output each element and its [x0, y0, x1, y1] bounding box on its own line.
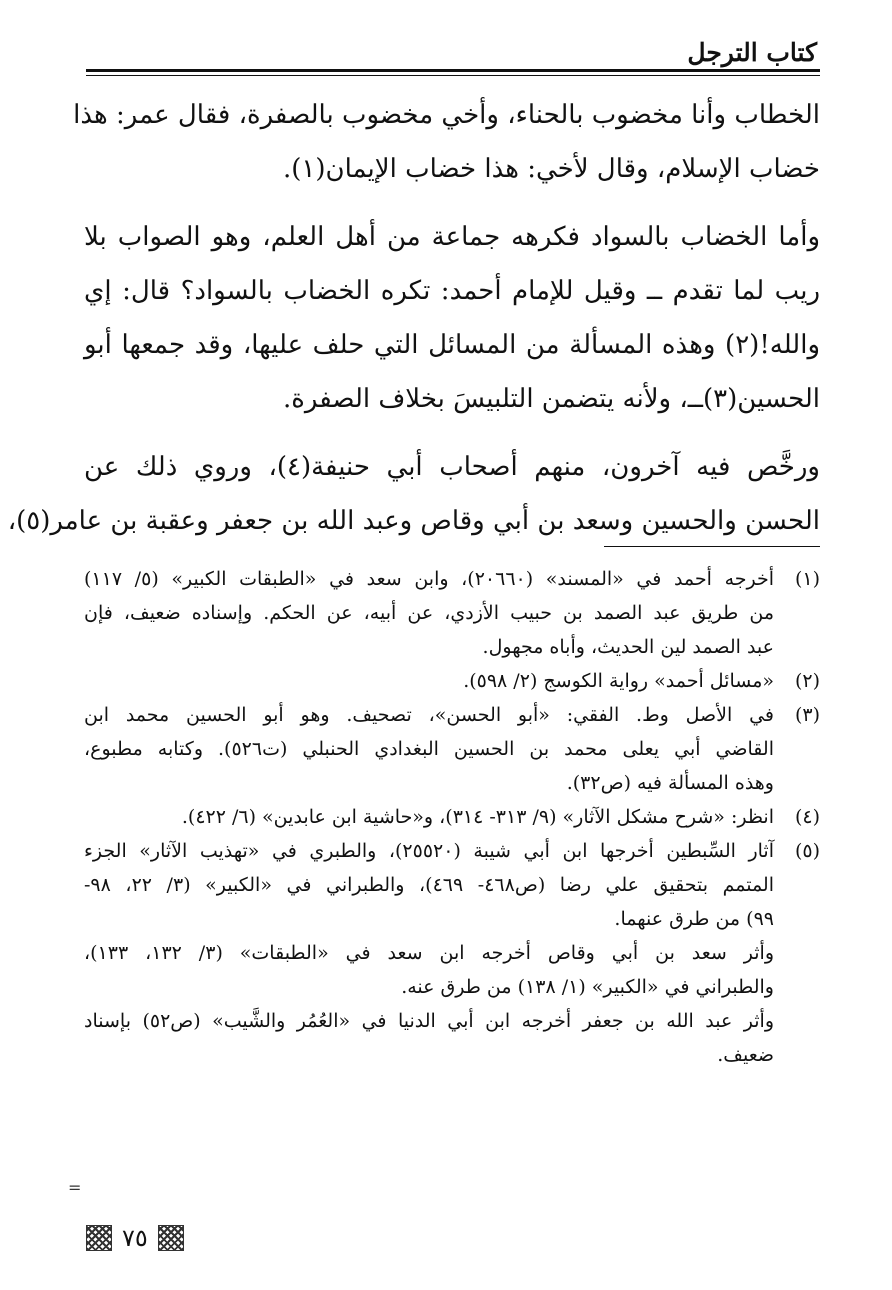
text-line: الحسين(٣)ــ، ولأنه يتضمن التلبيسَ بخلاف الصفرة. — [283, 384, 820, 414]
footnote-line: في الأصل وط. الفقي: «أبو الحسن»، تصحيف. وهو أبو الحسين محمد ابن — [84, 704, 774, 726]
page-number: ٧٥ — [122, 1224, 148, 1252]
footnote-separator — [604, 546, 820, 547]
footnote-line: آثار السِّبطين أخرجها ابن أبي شيبة (٢٥٥٢٠)، والطبري في «تهذيب الآثار» الجزء — [84, 840, 774, 862]
footnote-number: (٤) — [794, 806, 820, 828]
ornament-icon — [158, 1225, 184, 1251]
footnote-number: (٢) — [794, 670, 820, 692]
text-line: الخطاب وأنا مخضوب بالحناء، وأخي مخضوب بالصفرة، فقال عمر: هذا — [73, 100, 820, 130]
footnote-3 — [84, 698, 820, 800]
footnote-body — [84, 834, 774, 1072]
footnote-body — [84, 698, 774, 800]
footnote-body — [84, 664, 774, 698]
footnote-line: ٩٩) من طرق عنهما. — [614, 908, 774, 930]
footnote-line: وهذه المسألة فيه (ص٣٢). — [566, 772, 774, 794]
margin-mark: = — [68, 1178, 82, 1197]
footnote-line: أخرجه أحمد في «المسند» (٢٠٦٦٠)، وابن سعد في «الطبقات الكبير» (٥/ ١١٧) — [84, 568, 775, 590]
footnote-line: انظر: «شرح مشكل الآثار» (٩/ ٣١٣- ٣١٤)، و«حاشية ابن عابدين» (٦/ ٤٢٢). — [181, 806, 774, 828]
paragraph — [7, 440, 820, 548]
footnote-line: والطبراني في «الكبير» (١/ ١٣٨) من طرق عنه. — [401, 976, 774, 998]
footnote-body — [84, 800, 774, 834]
header-rule-thick — [86, 69, 820, 72]
footnote-line: وأثر عبد الله بن جعفر أخرجه ابن أبي الدنيا في «العُمُر والشَّيب» (ص٥٢) بإسناد — [84, 1010, 774, 1032]
text-line: خضاب الإسلام، وقال لأخي: هذا خضاب الإيمان(١). — [282, 154, 820, 184]
footnote-body — [84, 562, 774, 664]
paragraph — [84, 210, 820, 426]
footnote-line: من طريق عبد الصمد بن حبيب الأزدي، عن أبيه، عن الحكم. وإسناده ضعيف، فإن — [84, 602, 774, 624]
footnote-number: (٣) — [794, 704, 820, 726]
footnote-line: القاضي أبي يعلى محمد بن الحسين البغدادي الحنبلي (ت٥٢٦). وكتابه مطبوع، — [84, 738, 774, 760]
footnote-line: المتمم بتحقيق علي رضا (ص٤٦٨- ٤٦٩)، والطبراني في «الكبير» (٣/ ٢٢، ٩٨- — [84, 874, 774, 896]
footnote-4 — [84, 800, 820, 834]
footnote-5 — [84, 834, 820, 1072]
text-line: الحسن والحسين وسعد بن أبي وقاص وعبد الله بن جعفر وعقبة بن عامر(٥)، — [7, 506, 820, 536]
paragraph — [73, 88, 820, 196]
page-number-block — [86, 1222, 184, 1254]
footnote-2 — [84, 664, 820, 698]
main-text — [7, 88, 821, 562]
header-rule-thin — [86, 75, 820, 76]
footnote-line: ضعيف. — [717, 1044, 774, 1066]
footnote-number: (٥) — [794, 840, 820, 862]
footnote-1 — [84, 562, 820, 664]
text-line: وأما الخضاب بالسواد فكرهه جماعة من أهل العلم، وهو الصواب بلا — [84, 222, 820, 252]
footnote-line: وأثر سعد بن أبي وقاص أخرجه ابن سعد في «الطبقات» (٣/ ١٣٢، ١٣٣)، — [84, 942, 775, 964]
footnote-line: «مسائل أحمد» رواية الكوسج (٢/ ٥٩٨). — [463, 670, 774, 692]
text-line: والله!(٢) وهذه المسألة من المسائل التي حلف عليها، وقد جمعها أبو — [84, 330, 821, 360]
ornament-icon — [86, 1225, 112, 1251]
text-line: ريب لما تقدم ــ وقيل للإمام أحمد: تكره الخضاب بالسواد؟ قال: إي — [84, 276, 820, 306]
footnote-line: عبد الصمد لين الحديث، وأباه مجهول. — [482, 636, 774, 658]
footnote-number: (١) — [794, 568, 820, 590]
running-header-title: كتاب الترجل — [687, 38, 817, 67]
footnotes — [84, 562, 820, 1072]
text-line: ورخَّص فيه آخرون، منهم أصحاب أبي حنيفة(٤)، وروي ذلك عن — [84, 452, 820, 482]
